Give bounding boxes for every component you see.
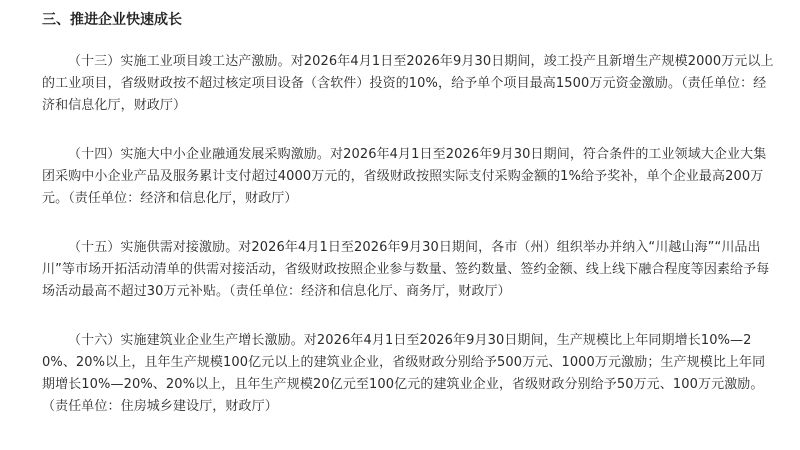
paragraph-14: （十四）实施大中小企业融通发展采购激励。对2026年4月1日至2026年9月30日期间，符合条件的工业领域大企业大集团采购中小企业产品及服务累计支付超过4000万元的，省级财政按照实际支付采购金额的1%给予奖补，单个企业最高200万元。（责任单位：经济和信息化厅，财政厅） [42, 147, 767, 206]
paragraph-16: （十六）实施建筑业企业生产增长激励。对2026年4月1日至2026年9月30日期间，生产规模比上年同期增长10%—20%、20%以上，且年生产规模100亿元以上的建筑业企业，省级财政分别给予500万元、1000万元激励；生产规模比上年同期增长10%—20%、20%以上，且年生产规模20亿元至100亿元的建筑业企业，省级财政分别给予50万元、100万元激励。（责任单位：住房城乡建设厅，财政厅） [42, 333, 766, 414]
paragraph-13: （十三）实施工业项目竣工达产激励。对2026年4月1日至2026年9月30日期间，竣工投产且新增生产规模2000万元以上的工业项目，省级财政按不超过核定项目设备（含软件）投资的10%，给予单个项目最高1500万元资金激励。（责任单位：经济和信息化厅，财政厅） [42, 54, 774, 113]
paragraph-15: （十五）实施供需对接激励。对2026年4月1日至2026年9月30日期间，各市（州）组织举办并纳入“川越山海”“川品出川”等市场开拓活动清单的供需对接活动，省级财政按照企业参与数量、签约数量、签约金额、线上线下融合程度等因素给予每场活动最高不超过30万元补贴。（责任单位：经济和信息化厅、商务厅，财政厅） [42, 240, 770, 299]
section-heading: 三、推进企业快速成长 [42, 12, 182, 28]
